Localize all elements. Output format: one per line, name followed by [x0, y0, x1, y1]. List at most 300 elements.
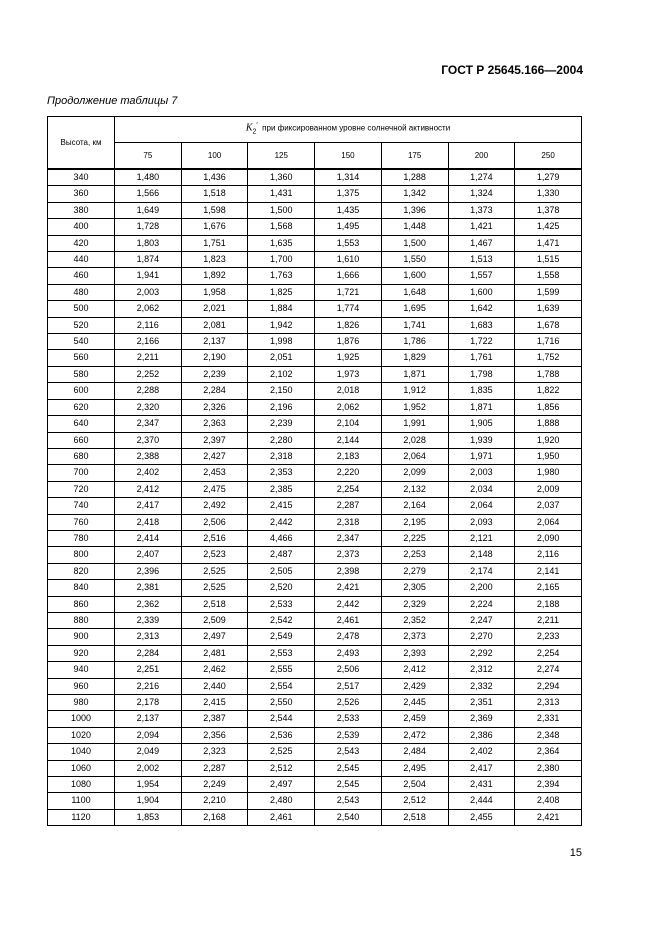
table-caption: Продолжение таблицы 7 — [47, 95, 178, 107]
height-cell: 840 — [48, 580, 115, 596]
value-cell: 2,512 — [248, 760, 315, 776]
height-cell: 540 — [48, 334, 115, 350]
value-cell: 2,064 — [515, 514, 582, 530]
height-cell: 740 — [48, 498, 115, 514]
value-cell: 2,313 — [515, 695, 582, 711]
value-cell: 2,525 — [248, 744, 315, 760]
value-cell: 2,174 — [448, 563, 515, 579]
value-cell: 1,557 — [448, 268, 515, 284]
value-cell: 1,912 — [381, 383, 448, 399]
table-row — [48, 498, 582, 514]
value-cell: 2,318 — [248, 448, 315, 464]
value-cell: 1,874 — [115, 252, 182, 268]
value-cell: 2,353 — [248, 465, 315, 481]
value-cell: 1,314 — [315, 169, 382, 186]
value-cell: 2,397 — [181, 432, 248, 448]
value-cell: 2,380 — [515, 760, 582, 776]
value-cell: 2,034 — [448, 481, 515, 497]
value-cell: 2,116 — [515, 547, 582, 563]
value-cell: 2,356 — [181, 727, 248, 743]
value-cell: 1,991 — [381, 416, 448, 432]
value-cell: 2,545 — [315, 760, 382, 776]
value-cell: 1,823 — [181, 252, 248, 268]
value-cell: 2,254 — [515, 645, 582, 661]
value-cell: 2,318 — [315, 514, 382, 530]
value-cell: 2,279 — [381, 563, 448, 579]
value-cell: 2,415 — [248, 498, 315, 514]
value-cell: 1,954 — [115, 777, 182, 793]
value-cell: 2,442 — [315, 596, 382, 612]
value-cell: 2,364 — [515, 744, 582, 760]
table-row — [48, 383, 582, 399]
value-cell: 1,786 — [381, 334, 448, 350]
table-row — [48, 399, 582, 415]
value-cell: 1,600 — [448, 284, 515, 300]
value-cell: 1,835 — [448, 383, 515, 399]
height-column-header: Высота, км — [48, 117, 115, 170]
value-cell: 1,763 — [248, 268, 315, 284]
value-cell: 2,211 — [515, 612, 582, 628]
value-cell: 2,526 — [315, 695, 382, 711]
height-cell: 1000 — [48, 711, 115, 727]
value-cell: 2,099 — [381, 465, 448, 481]
value-cell: 2,459 — [381, 711, 448, 727]
value-cell: 2,402 — [448, 744, 515, 760]
column-header: 75 — [115, 143, 182, 170]
value-cell: 2,445 — [381, 695, 448, 711]
value-cell: 2,165 — [515, 580, 582, 596]
table-row — [48, 678, 582, 694]
value-cell: 2,421 — [315, 580, 382, 596]
value-cell: 1,941 — [115, 268, 182, 284]
value-cell: 2,116 — [115, 317, 182, 333]
table-row — [48, 695, 582, 711]
value-cell: 2,388 — [115, 448, 182, 464]
value-cell: 2,132 — [381, 481, 448, 497]
value-cell: 1,774 — [315, 301, 382, 317]
height-cell: 440 — [48, 252, 115, 268]
value-cell: 2,062 — [315, 399, 382, 415]
value-cell: 2,284 — [115, 645, 182, 661]
table-row — [48, 186, 582, 202]
value-cell: 2,183 — [315, 448, 382, 464]
value-cell: 1,431 — [248, 186, 315, 202]
value-cell: 1,788 — [515, 366, 582, 382]
value-cell: 1,871 — [448, 399, 515, 415]
table-row — [48, 202, 582, 218]
value-cell: 2,455 — [448, 809, 515, 825]
column-header: 125 — [248, 143, 315, 170]
value-cell: 2,294 — [515, 678, 582, 694]
value-cell: 2,554 — [248, 678, 315, 694]
value-cell: 2,188 — [515, 596, 582, 612]
value-cell: 2,398 — [315, 563, 382, 579]
table-body — [48, 169, 582, 826]
value-cell: 2,104 — [315, 416, 382, 432]
value-cell: 2,028 — [381, 432, 448, 448]
value-cell: 1,500 — [381, 235, 448, 251]
value-cell: 2,412 — [381, 662, 448, 678]
value-cell: 1,826 — [315, 317, 382, 333]
value-cell: 1,876 — [315, 334, 382, 350]
value-cell: 1,952 — [381, 399, 448, 415]
value-cell: 1,728 — [115, 219, 182, 235]
value-cell: 2,553 — [248, 645, 315, 661]
value-cell: 2,305 — [381, 580, 448, 596]
height-cell: 1100 — [48, 793, 115, 809]
value-cell: 2,064 — [448, 498, 515, 514]
document-header: ГОСТ Р 25645.166—2004 — [441, 63, 583, 77]
value-cell: 1,721 — [315, 284, 382, 300]
value-cell: 2,386 — [448, 727, 515, 743]
value-cell: 2,370 — [115, 432, 182, 448]
table-row — [48, 580, 582, 596]
value-cell: 1,700 — [248, 252, 315, 268]
height-cell: 980 — [48, 695, 115, 711]
value-cell: 2,506 — [315, 662, 382, 678]
value-cell: 2,544 — [248, 711, 315, 727]
value-cell: 1,884 — [248, 301, 315, 317]
value-cell: 1,950 — [515, 448, 582, 464]
value-cell: 1,448 — [381, 219, 448, 235]
value-cell: 1,274 — [448, 169, 515, 186]
value-cell: 2,211 — [115, 350, 182, 366]
value-cell: 2,504 — [381, 777, 448, 793]
value-cell: 4,466 — [248, 530, 315, 546]
height-cell: 460 — [48, 268, 115, 284]
value-cell: 2,461 — [315, 612, 382, 628]
value-cell: 2,480 — [248, 793, 315, 809]
value-cell: 2,249 — [181, 777, 248, 793]
value-cell: 2,287 — [181, 760, 248, 776]
value-cell: 2,196 — [248, 399, 315, 415]
coefficient-symbol: K — [245, 123, 253, 135]
height-cell: 500 — [48, 301, 115, 317]
value-cell: 1,330 — [515, 186, 582, 202]
value-cell: 2,037 — [515, 498, 582, 514]
table-row — [48, 301, 582, 317]
value-cell: 2,331 — [515, 711, 582, 727]
coefficient-subscript: 2 — [252, 128, 257, 136]
value-cell: 2,362 — [115, 596, 182, 612]
value-cell: 2,414 — [115, 530, 182, 546]
value-cell: 2,506 — [181, 514, 248, 530]
value-cell: 2,339 — [115, 612, 182, 628]
value-cell: 2,387 — [181, 711, 248, 727]
value-cell: 1,421 — [448, 219, 515, 235]
value-cell: 1,666 — [315, 268, 382, 284]
value-cell: 2,332 — [448, 678, 515, 694]
value-cell: 1,761 — [448, 350, 515, 366]
value-cell: 1,998 — [248, 334, 315, 350]
table-row — [48, 514, 582, 530]
height-cell: 360 — [48, 186, 115, 202]
height-cell: 820 — [48, 563, 115, 579]
height-cell: 600 — [48, 383, 115, 399]
value-cell: 1,980 — [515, 465, 582, 481]
value-cell: 2,216 — [115, 678, 182, 694]
value-cell: 2,164 — [381, 498, 448, 514]
value-cell: 1,495 — [315, 219, 382, 235]
value-cell: 2,284 — [181, 383, 248, 399]
table-row — [48, 760, 582, 776]
value-cell: 1,971 — [448, 448, 515, 464]
value-cell: 1,648 — [381, 284, 448, 300]
value-cell: 2,427 — [181, 448, 248, 464]
table-row — [48, 317, 582, 333]
value-cell: 1,871 — [381, 366, 448, 382]
value-cell: 2,002 — [115, 760, 182, 776]
value-cell: 2,168 — [181, 809, 248, 825]
value-cell: 2,200 — [448, 580, 515, 596]
value-cell: 1,471 — [515, 235, 582, 251]
value-cell: 1,480 — [115, 169, 182, 186]
column-header: 150 — [315, 143, 382, 170]
column-header-row — [48, 143, 582, 170]
value-cell: 1,360 — [248, 169, 315, 186]
value-cell: 1,958 — [181, 284, 248, 300]
value-cell: 2,484 — [381, 744, 448, 760]
value-cell: 2,505 — [248, 563, 315, 579]
height-cell: 680 — [48, 448, 115, 464]
value-cell: 2,239 — [181, 366, 248, 382]
table-row — [48, 793, 582, 809]
value-cell: 2,247 — [448, 612, 515, 628]
value-cell: 2,009 — [515, 481, 582, 497]
value-cell: 1,425 — [515, 219, 582, 235]
value-cell: 1,716 — [515, 334, 582, 350]
table-row — [48, 481, 582, 497]
value-cell: 2,523 — [181, 547, 248, 563]
value-cell: 2,497 — [181, 629, 248, 645]
value-cell: 1,373 — [448, 202, 515, 218]
value-cell: 2,555 — [248, 662, 315, 678]
value-cell: 2,417 — [115, 498, 182, 514]
value-cell: 1,500 — [248, 202, 315, 218]
value-cell: 2,064 — [381, 448, 448, 464]
value-cell: 1,722 — [448, 334, 515, 350]
value-cell: 2,542 — [248, 612, 315, 628]
value-cell: 2,274 — [515, 662, 582, 678]
value-cell: 1,751 — [181, 235, 248, 251]
value-cell: 1,888 — [515, 416, 582, 432]
value-cell: 1,598 — [181, 202, 248, 218]
value-cell: 1,752 — [515, 350, 582, 366]
value-cell: 1,436 — [181, 169, 248, 186]
value-cell: 1,375 — [315, 186, 382, 202]
value-cell: 2,492 — [181, 498, 248, 514]
value-cell: 1,568 — [248, 219, 315, 235]
value-cell: 1,803 — [115, 235, 182, 251]
value-cell: 2,210 — [181, 793, 248, 809]
value-cell: 2,166 — [115, 334, 182, 350]
table-row — [48, 777, 582, 793]
value-cell: 1,635 — [248, 235, 315, 251]
value-cell: 2,369 — [448, 711, 515, 727]
value-cell: 2,051 — [248, 350, 315, 366]
value-cell: 2,141 — [515, 563, 582, 579]
table-row — [48, 235, 582, 251]
value-cell: 2,137 — [115, 711, 182, 727]
height-cell: 380 — [48, 202, 115, 218]
value-cell: 1,925 — [315, 350, 382, 366]
value-cell: 1,324 — [448, 186, 515, 202]
value-cell: 1,396 — [381, 202, 448, 218]
height-cell: 660 — [48, 432, 115, 448]
value-cell: 1,558 — [515, 268, 582, 284]
value-cell: 2,497 — [248, 777, 315, 793]
height-cell: 720 — [48, 481, 115, 497]
value-cell: 2,239 — [248, 416, 315, 432]
value-cell: 2,429 — [381, 678, 448, 694]
height-cell: 700 — [48, 465, 115, 481]
height-cell: 1080 — [48, 777, 115, 793]
table-row — [48, 465, 582, 481]
height-cell: 560 — [48, 350, 115, 366]
value-cell: 2,195 — [381, 514, 448, 530]
value-cell: 1,676 — [181, 219, 248, 235]
table-row — [48, 809, 582, 825]
value-cell: 2,478 — [315, 629, 382, 645]
table-row — [48, 334, 582, 350]
value-cell: 2,363 — [181, 416, 248, 432]
value-cell: 2,462 — [181, 662, 248, 678]
value-cell: 2,444 — [448, 793, 515, 809]
column-header: 175 — [381, 143, 448, 170]
value-cell: 2,516 — [181, 530, 248, 546]
value-cell: 1,378 — [515, 202, 582, 218]
value-cell: 1,920 — [515, 432, 582, 448]
value-cell: 2,252 — [115, 366, 182, 382]
value-cell: 1,939 — [448, 432, 515, 448]
value-cell: 2,525 — [181, 580, 248, 596]
value-cell: 2,348 — [515, 727, 582, 743]
value-cell: 1,288 — [381, 169, 448, 186]
height-cell: 1060 — [48, 760, 115, 776]
value-cell: 1,822 — [515, 383, 582, 399]
value-cell: 1,279 — [515, 169, 582, 186]
table-row — [48, 645, 582, 661]
value-cell: 2,352 — [381, 612, 448, 628]
coefficient-description: при фиксированном уровне солнечной активности — [262, 124, 451, 134]
value-cell: 2,453 — [181, 465, 248, 481]
value-cell: 1,973 — [315, 366, 382, 382]
height-cell: 940 — [48, 662, 115, 678]
value-cell: 1,566 — [115, 186, 182, 202]
value-cell: 1,610 — [315, 252, 382, 268]
height-cell: 780 — [48, 530, 115, 546]
table-row — [48, 711, 582, 727]
value-cell: 2,373 — [381, 629, 448, 645]
value-cell: 1,825 — [248, 284, 315, 300]
value-cell: 1,639 — [515, 301, 582, 317]
value-cell: 2,090 — [515, 530, 582, 546]
value-cell: 2,481 — [181, 645, 248, 661]
value-cell: 2,543 — [315, 793, 382, 809]
value-cell: 2,190 — [181, 350, 248, 366]
value-cell: 2,270 — [448, 629, 515, 645]
value-cell: 2,081 — [181, 317, 248, 333]
value-cell: 2,475 — [181, 481, 248, 497]
value-cell: 1,550 — [381, 252, 448, 268]
value-cell: 2,512 — [381, 793, 448, 809]
height-cell: 620 — [48, 399, 115, 415]
value-cell: 2,442 — [248, 514, 315, 530]
value-cell: 1,904 — [115, 793, 182, 809]
value-cell: 2,150 — [248, 383, 315, 399]
value-cell: 2,417 — [448, 760, 515, 776]
value-cell: 1,856 — [515, 399, 582, 415]
value-cell: 2,347 — [115, 416, 182, 432]
value-cell: 2,233 — [515, 629, 582, 645]
value-cell: 1,518 — [181, 186, 248, 202]
table-row — [48, 350, 582, 366]
value-cell: 2,320 — [115, 399, 182, 415]
value-cell: 2,549 — [248, 629, 315, 645]
value-cell: 2,412 — [115, 481, 182, 497]
table-row — [48, 629, 582, 645]
table-row — [48, 744, 582, 760]
value-cell: 2,408 — [515, 793, 582, 809]
value-cell: 2,543 — [315, 744, 382, 760]
height-cell: 420 — [48, 235, 115, 251]
value-cell: 1,829 — [381, 350, 448, 366]
value-cell: 2,533 — [315, 711, 382, 727]
height-cell: 340 — [48, 169, 115, 186]
value-cell: 2,323 — [181, 744, 248, 760]
height-cell: 860 — [48, 596, 115, 612]
value-cell: 2,493 — [315, 645, 382, 661]
value-cell: 2,525 — [181, 563, 248, 579]
height-cell: 760 — [48, 514, 115, 530]
value-cell: 2,533 — [248, 596, 315, 612]
height-cell: 480 — [48, 284, 115, 300]
value-cell: 2,102 — [248, 366, 315, 382]
value-cell: 2,313 — [115, 629, 182, 645]
table-row — [48, 252, 582, 268]
value-cell: 2,402 — [115, 465, 182, 481]
table-row — [48, 268, 582, 284]
value-cell: 2,280 — [248, 432, 315, 448]
table-row — [48, 169, 582, 186]
value-cell: 2,540 — [315, 809, 382, 825]
value-cell: 2,518 — [181, 596, 248, 612]
value-cell: 2,288 — [115, 383, 182, 399]
value-cell: 1,513 — [448, 252, 515, 268]
table-row — [48, 612, 582, 628]
value-cell: 2,545 — [315, 777, 382, 793]
table-row — [48, 727, 582, 743]
height-cell: 1020 — [48, 727, 115, 743]
value-cell: 2,415 — [181, 695, 248, 711]
value-cell: 2,062 — [115, 301, 182, 317]
value-cell: 2,312 — [448, 662, 515, 678]
table-row — [48, 416, 582, 432]
table-row — [48, 432, 582, 448]
value-cell: 2,520 — [248, 580, 315, 596]
height-cell: 400 — [48, 219, 115, 235]
table-row — [48, 563, 582, 579]
value-cell: 2,518 — [381, 809, 448, 825]
value-cell: 1,642 — [448, 301, 515, 317]
value-cell: 2,385 — [248, 481, 315, 497]
value-cell: 2,021 — [181, 301, 248, 317]
value-cell: 2,148 — [448, 547, 515, 563]
table-row — [48, 448, 582, 464]
value-cell: 2,394 — [515, 777, 582, 793]
value-cell: 2,137 — [181, 334, 248, 350]
value-cell: 1,649 — [115, 202, 182, 218]
